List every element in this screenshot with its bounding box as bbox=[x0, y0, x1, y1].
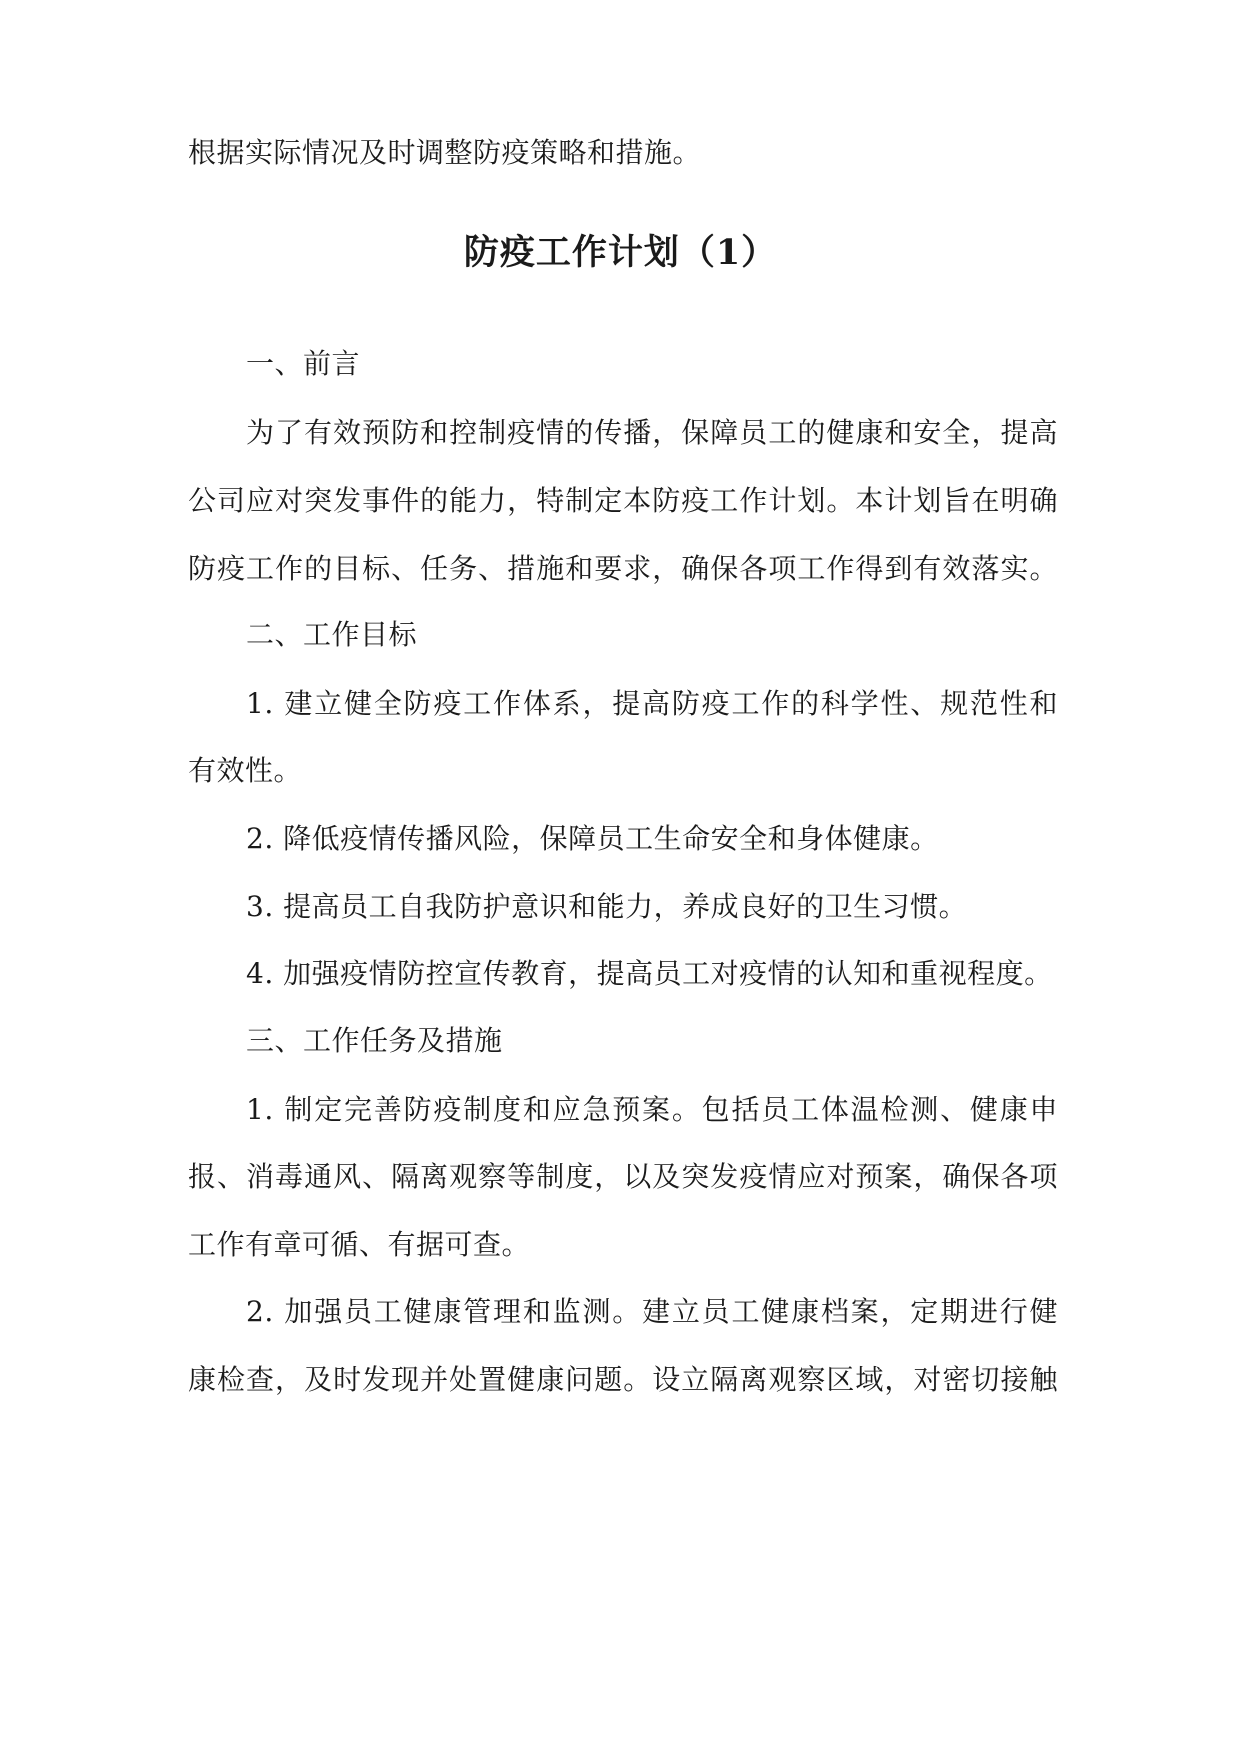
continuation-line: 根据实际情况及时调整防疫策略和措施。 bbox=[188, 136, 702, 169]
paragraph-line: 防疫工作的目标、任务、措施和要求，确保各项工作得到有效落实。 bbox=[188, 552, 1058, 585]
list-item-line: 4. 加强疫情防控宣传教育，提高员工对疫情的认知和重视程度。 bbox=[246, 957, 1053, 990]
list-item-line: 1. 建立健全防疫工作体系，提高防疫工作的科学性、规范性和 bbox=[246, 687, 1058, 720]
paragraph-line: 为了有效预防和控制疫情的传播，保障员工的健康和安全，提高 bbox=[246, 416, 1058, 449]
list-item-line: 有效性。 bbox=[188, 754, 303, 787]
paragraph-line: 公司应对突发事件的能力，特制定本防疫工作计划。本计划旨在明确 bbox=[188, 484, 1058, 517]
list-item-line: 报、消毒通风、隔离观察等制度，以及突发疫情应对预案，确保各项 bbox=[188, 1160, 1058, 1193]
list-item-line: 3. 提高员工自我防护意识和能力，养成良好的卫生习惯。 bbox=[246, 890, 968, 923]
list-item-line: 康检查，及时发现并处置健康问题。设立隔离观察区域，对密切接触 bbox=[188, 1363, 1058, 1396]
section-heading: 三、工作任务及措施 bbox=[246, 1024, 503, 1057]
section-heading: 一、前言 bbox=[246, 347, 361, 380]
section-heading: 二、工作目标 bbox=[246, 618, 418, 651]
list-item-line: 2. 加强员工健康管理和监测。建立员工健康档案，定期进行健 bbox=[246, 1295, 1058, 1328]
list-item-line: 1. 制定完善防疫制度和应急预案。包括员工体温检测、健康申 bbox=[246, 1093, 1058, 1126]
document-title: 防疫工作计划（1） bbox=[463, 232, 778, 273]
list-item-line: 工作有章可循、有据可查。 bbox=[188, 1228, 531, 1261]
list-item-line: 2. 降低疫情传播风险，保障员工生命安全和身体健康。 bbox=[246, 822, 939, 855]
